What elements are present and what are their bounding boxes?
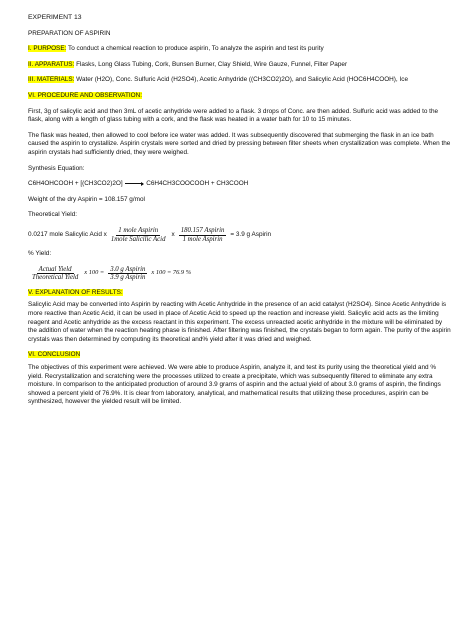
- theo-fraction-1: [109, 227, 168, 243]
- purpose-label: I. PURPOSE:: [28, 45, 67, 53]
- pct-times-100-a: x 100 =: [84, 269, 105, 277]
- theo-result: = 3.9 g Aspirin: [230, 230, 272, 238]
- reaction-arrow-icon: [125, 183, 143, 184]
- theo-fraction-2: [179, 227, 227, 243]
- materials-text: Water (H2O), Conc. Sulfuric Acid (H2SO4), Acetic Anhydride ((CH3CO2)2O), and Salicylic Acid (HOC6H4COOH), Ice: [74, 76, 408, 84]
- theo-lead: 0.0217 mole Salicylic Acid x: [28, 230, 107, 238]
- procedure-paragraph-2: The flask was heated, then allowed to cool before ice water was added. It was subsequently discovered that submerging the flask in an ice bath caused the aspirin to crystallize. Aspirin crystals were sorted and dried by pressing between filter sheets when crystallization was complete. When the aspirin crystals had sufficiently dried, they were weighed.: [28, 131, 451, 156]
- procedure-paragraph-1: First, 3g of salicylic acid and then 3mL of acetic anhydride were added to a flask. 3 drops of Conc. are then added. Sulfuric acid was added to the flask, along with a length of glass tubing with a cork, and the flask was heated in a water bath for 10 to 15 minutes.: [28, 107, 439, 124]
- pct-result: x 100 = 76.9 %: [151, 269, 192, 277]
- conclusion-text: The objectives of this experiment were achieved. We were able to produce Aspirin, analyze it, and test its purity using the theoretical yield and % yield. Recrystallization and scratching were the processes utilized to create a precipitate, which was subsequently filtered to eliminate any extra moisture. In comparison to the anticipated production of around 3.9 grams of aspirin and the actual yield of about 3.0 grams of aspirin, the findings showed a percent yield of 76.9%. It is clear from laboratory, analytical, and mathematical results that utilizing these procedures, aspirin can be synthesized, however the yielded result will be limited.: [28, 364, 441, 406]
- pct-fraction-1-denominator: Theoretical Yield: [32, 274, 79, 282]
- conclusion-heading-row: [28, 351, 452, 360]
- synthesis-label: Synthesis Equation:: [28, 164, 85, 172]
- pct-fraction-1-numerator: Actual Yield: [38, 265, 72, 273]
- explanation-heading: V. EXPLANATION OF RESULTS:: [28, 288, 123, 296]
- explanation-text: Salicylic Acid may be converted into Aspirin by reacting with Acetic Anhydride in the presence of an acid catalyst (H2SO4). Since Acetic Anhydride is more reactive than Acetic Acid, it can be used in place of Acetic Acid to speed up the reaction and increase yield. Salicylic acid acts as the limiting reagent and Acetic anhydride as the excess reactant in this experiment. The excess unreacted acetic anhydride in the mixture will be eliminated by the addition of water when the reaction heating phase is finished. After filtering was finished, the crystals began to form again. The purity of the aspirin crystals was then determined by computing its theoretical and% yield after it was dried and weighed.: [28, 301, 451, 343]
- explanation-heading-row: [28, 289, 452, 298]
- theo-fraction-2-denominator: 1 mole Aspirin: [182, 235, 223, 243]
- pct-fraction-1: [30, 266, 80, 282]
- conclusion-heading: VI. CONCLUSION: [28, 351, 81, 359]
- pct-fraction-2-denominator: 3.9 g Aspirin: [110, 274, 146, 282]
- purpose-text: To conduct a chemical reaction to produce aspirin, To analyze the aspirin and test its purity: [66, 45, 324, 53]
- procedure-heading-row: [28, 92, 452, 101]
- aspirin-weight: Weight of the dry Aspirin = 108.157 g/mol: [28, 195, 145, 203]
- synthesis-products: C6H4CH3COOCOOH + CH3COOH: [146, 180, 249, 188]
- theoretical-yield-equation: [28, 227, 452, 243]
- percent-yield-label: % Yield:: [28, 250, 52, 258]
- doc-subtitle: PREPARATION OF ASPIRIN: [28, 29, 111, 37]
- theoretical-yield-label: Theoretical Yield:: [28, 211, 78, 219]
- pct-fraction-2-numerator: 3.0 g Aspirin: [110, 265, 146, 273]
- synthesis-equation: [28, 180, 452, 189]
- theo-multiply: x: [171, 230, 175, 238]
- materials-label: III. MATERIALS:: [28, 76, 75, 84]
- apparatus-label: II. APPARATUS:: [28, 60, 75, 68]
- doc-title: EXPERIMENT 13: [28, 14, 82, 21]
- apparatus-section: [28, 61, 452, 70]
- procedure-heading: VI. PROCEDURE AND OBSERVATION:: [28, 91, 142, 99]
- apparatus-text: Flasks, Long Glass Tubing, Cork, Bunsen Burner, Clay Shield, Wire Gauze, Funnel, Filter Paper: [74, 60, 348, 68]
- theo-fraction-2-numerator: 180.157 Aspirin: [180, 226, 225, 234]
- theo-fraction-1-numerator: 1 mole Aspirin: [118, 226, 159, 234]
- purpose-section: [28, 45, 452, 54]
- pct-fraction-2: [108, 266, 147, 282]
- materials-section: [28, 76, 452, 85]
- synthesis-reactants: C6H4OHCOOH + [(CH3CO2)2O]: [28, 180, 123, 188]
- percent-yield-equation: [28, 266, 452, 282]
- theo-fraction-1-denominator: 1mole Salicilic Acid: [110, 235, 166, 243]
- document-page: [28, 14, 452, 414]
